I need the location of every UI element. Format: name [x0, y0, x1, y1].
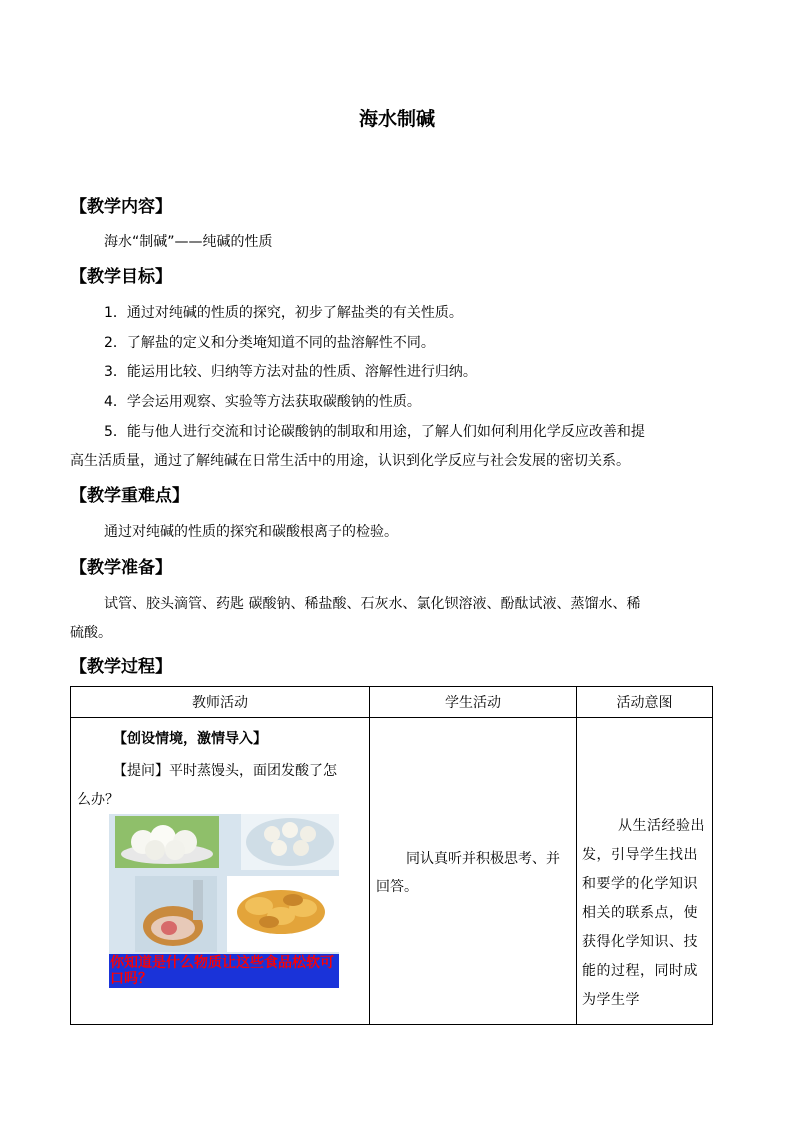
column-header-student: 学生活动: [370, 687, 577, 718]
heading-teaching-process: 【教学过程】: [70, 657, 172, 677]
teacher-activity-cell: [71, 718, 370, 1025]
goal-item: 2．了解盐的定义和分类埯知道不同的盐溶解性不同。: [104, 335, 435, 351]
column-header-intent: 活动意图: [577, 687, 713, 718]
activity-intent-text: 从生活经验出发，引导学生找出和要学的化学知识相关的联系点，使获得化学知识、技能的过程，同时成为学生学: [582, 818, 705, 1008]
image-caption: 你知道是什么物质让这些食品松软可口吗？: [110, 955, 334, 987]
column-header-teacher: 教师活动: [71, 687, 370, 718]
teaching-process-table: [70, 686, 713, 1025]
goal-item: 1．通过对纯碱的性质的探究，初步了解盐类的有关性质。: [104, 305, 463, 321]
table-row: [71, 718, 713, 1025]
teacher-question: 【提问】平时蒸馒头，面团发酸了怎: [113, 763, 337, 779]
food-photo-collage: [109, 814, 339, 988]
document-title: 海水制碱: [358, 108, 435, 130]
teacher-section-title: 【创设情境，激情导入】: [113, 731, 267, 747]
goal-item: 4．学会运用观察、实验等方法获取碳酸钠的性质。: [104, 394, 421, 410]
heading-key-points: 【教学重难点】: [70, 486, 189, 506]
heading-teaching-content: 【教学内容】: [70, 197, 172, 217]
heading-preparation: 【教学准备】: [70, 558, 172, 578]
goal-item-continued: 高生活质量，通过了解纯碱在日常生活中的用途，认识到化学反应与社会发展的密切关系。: [70, 453, 630, 469]
teaching-content-text: 海水“制碱”——纯碱的性质: [104, 234, 273, 250]
heading-teaching-goals: 【教学目标】: [70, 267, 172, 287]
activity-intent-cell: [577, 718, 713, 1025]
preparation-text: 试管、胶头滴管、药匙 碳酸钠、稀盐酸、石灰水、氯化钡溶液、酚酞试液、蒸馏水、稀: [104, 596, 641, 612]
goal-item: 3．能运用比较、归纳等方法对盐的性质、溶解性进行归纳。: [104, 364, 477, 380]
teacher-question-continued: 么办？: [77, 792, 119, 808]
student-activity-cell: [370, 718, 577, 1025]
goal-item: 5．能与他人进行交流和讨论碳酸钠的制取和用途，了解人们如何利用化学反应改善和提: [104, 424, 645, 440]
key-points-text: 通过对纯碱的性质的探究和碳酸根离子的检验。: [104, 524, 398, 540]
preparation-text-continued: 硫酸。: [70, 625, 112, 641]
student-activity-text: 同认真听并积极思考、并回答。: [376, 851, 560, 895]
table-header-row: [71, 687, 713, 718]
